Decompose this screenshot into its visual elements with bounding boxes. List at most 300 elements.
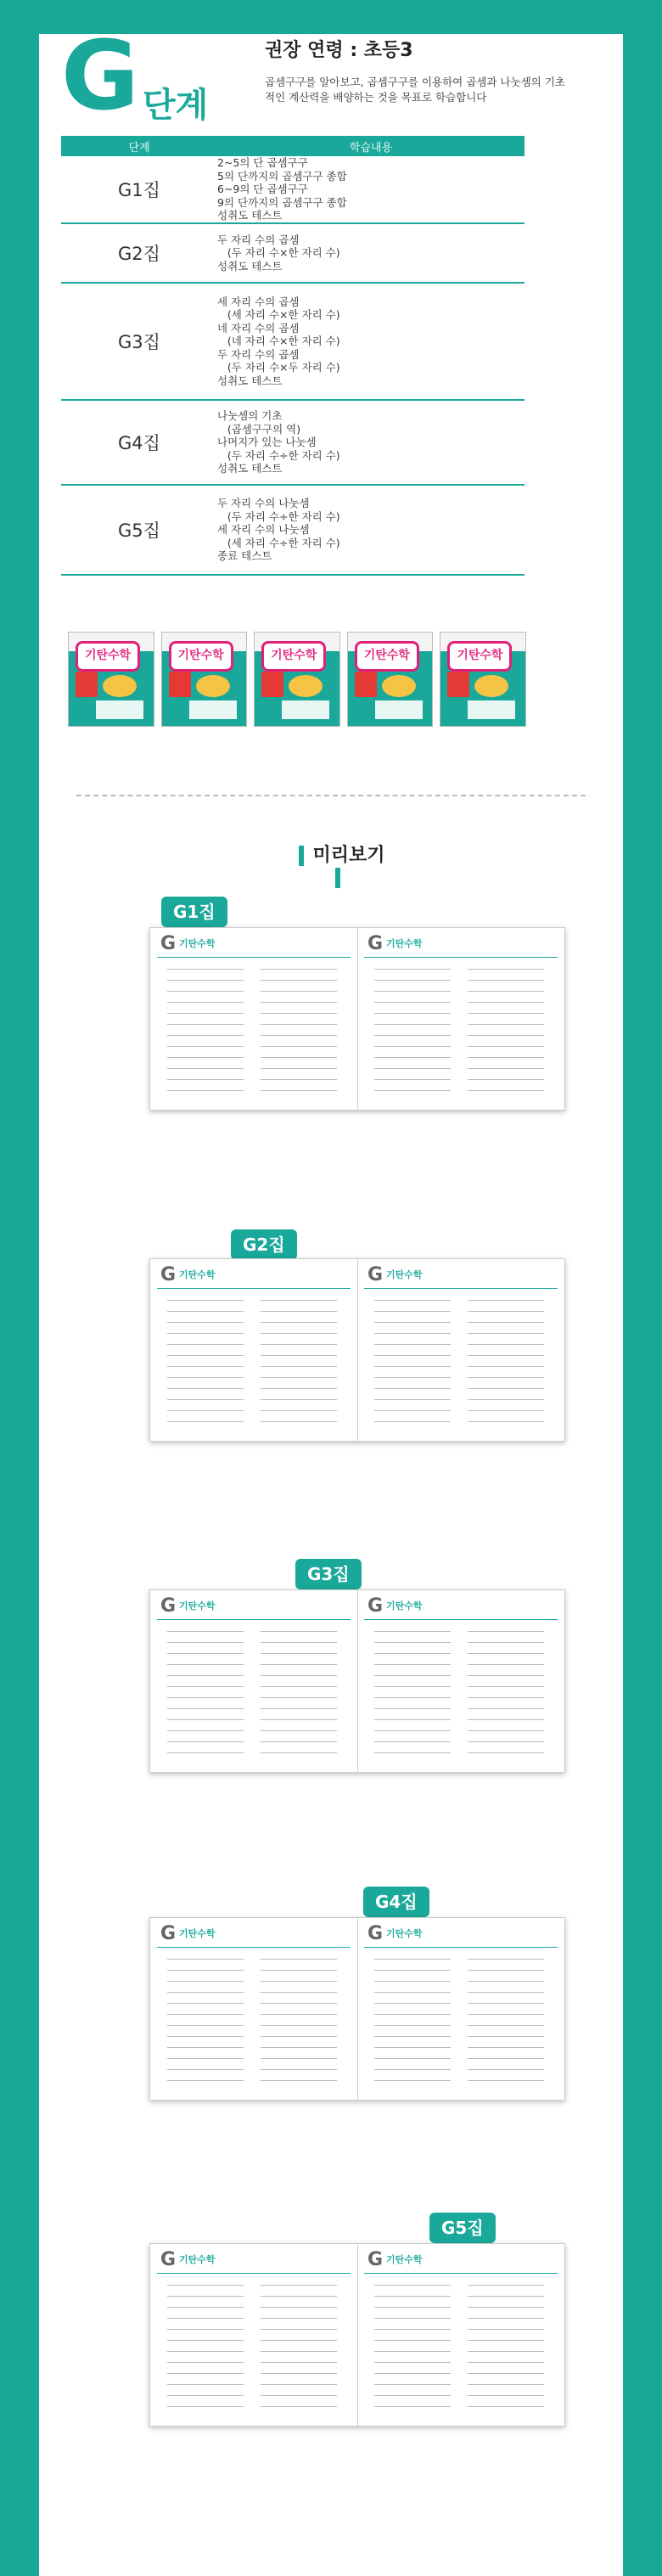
col-stage-header: 단계 — [128, 141, 150, 155]
exercise-line — [261, 1410, 337, 1411]
exercise-line — [374, 1741, 451, 1742]
exercise-line — [374, 1421, 451, 1422]
preview-page-spread — [149, 1917, 565, 2101]
exercise-line — [167, 2373, 244, 2374]
page-left-g: G — [160, 1264, 177, 1285]
exercise-line — [468, 1686, 544, 1687]
exercise-line — [167, 1708, 244, 1709]
exercise-line — [374, 2080, 451, 2081]
row-stage: G3집 — [118, 332, 160, 352]
exercise-line — [261, 1355, 337, 1356]
exercise-line — [468, 1046, 544, 1047]
exercise-line — [261, 1388, 337, 1389]
exercise-line — [374, 1399, 451, 1400]
table-row — [61, 224, 525, 284]
exercise-line — [261, 969, 337, 970]
exercise-line — [374, 1642, 451, 1643]
cover-illustration — [103, 675, 137, 697]
exercise-line — [468, 1752, 544, 1753]
exercise-line — [468, 1675, 544, 1676]
exercise-line — [468, 1970, 544, 1971]
page-right-g: G — [367, 933, 384, 954]
page-left-logo: 기탄수학 — [179, 1600, 216, 1611]
exercise-line — [374, 1322, 451, 1323]
stage-g-letter: G — [61, 21, 139, 132]
preview-page-spread — [149, 1258, 565, 1442]
preview-title-text: 미리보기 — [312, 845, 385, 866]
exercise-line — [374, 1410, 451, 1411]
exercise-line — [468, 2395, 544, 2396]
content-item: (곱셈구구의 역) — [217, 422, 301, 436]
exercise-line — [468, 2318, 544, 2319]
cover-title: 기탄수학 — [355, 641, 419, 672]
exercise-line — [167, 2285, 244, 2286]
title-bar-left — [299, 846, 304, 866]
exercise-line — [468, 2340, 544, 2341]
exercise-line — [468, 2025, 544, 2026]
page-divider — [357, 1918, 358, 2100]
exercise-line — [167, 2384, 244, 2385]
title-bar-right — [335, 868, 340, 888]
exercise-line — [261, 2362, 337, 2363]
content-item: 두 자리 수의 곱셈 — [217, 233, 300, 246]
row-content — [217, 404, 525, 481]
page-header-line — [364, 1288, 558, 1289]
exercise-line — [468, 1344, 544, 1345]
exercise-line — [374, 969, 451, 970]
exercise-line — [468, 1322, 544, 1323]
page-left-logo: 기탄수학 — [179, 938, 216, 949]
exercise-line — [261, 1311, 337, 1312]
page-left-g: G — [160, 933, 177, 954]
exercise-line — [261, 1421, 337, 1422]
exercise-line — [261, 1322, 337, 1323]
exercise-line — [374, 2406, 451, 2407]
exercise-line — [468, 2047, 544, 2048]
exercise-line — [261, 1631, 337, 1632]
exercise-line — [468, 1035, 544, 1036]
exercise-line — [374, 1697, 451, 1698]
exercise-line — [468, 1300, 544, 1301]
content-item: 9의 단까지의 곱셈구구 종합 — [217, 195, 347, 209]
preview-section-label: G2집 — [231, 1229, 297, 1260]
exercise-line — [167, 1344, 244, 1345]
preview-page-spread — [149, 1589, 565, 1773]
exercise-line — [374, 1730, 451, 1731]
page-right-logo: 기탄수학 — [386, 2254, 423, 2265]
exercise-line — [167, 1421, 244, 1422]
book-cover — [347, 632, 434, 727]
exercise-line — [167, 2318, 244, 2319]
page-left-g: G — [160, 1595, 177, 1617]
exercise-line — [261, 2318, 337, 2319]
exercise-line — [374, 2047, 451, 2048]
exercise-line — [374, 1057, 451, 1058]
exercise-line — [468, 2329, 544, 2330]
exercise-line — [167, 1399, 244, 1400]
page-right-g: G — [367, 2249, 384, 2270]
exercise-line — [261, 1377, 337, 1378]
exercise-line — [374, 1970, 451, 1971]
exercise-line — [468, 969, 544, 970]
content-item: (두 자리 수×두 자리 수) — [217, 361, 340, 374]
exercise-line — [261, 2047, 337, 2048]
book-covers — [68, 632, 526, 727]
exercise-line — [261, 1344, 337, 1345]
stage-dan-label: 단계 — [143, 86, 209, 125]
exercise-line — [468, 2003, 544, 2004]
exercise-line — [167, 2340, 244, 2341]
page-divider — [357, 2244, 358, 2426]
row-stage: G5집 — [118, 520, 160, 541]
page-left-logo: 기탄수학 — [179, 2254, 216, 2265]
content-item: 세 자리 수의 곱셈 — [217, 295, 300, 308]
exercise-line — [468, 2058, 544, 2059]
exercise-line — [167, 1741, 244, 1742]
exercise-line — [374, 1333, 451, 1334]
exercise-line — [167, 1002, 244, 1003]
exercise-line — [374, 2384, 451, 2385]
preview-section-label: G1집 — [161, 897, 227, 927]
exercise-line — [167, 2296, 244, 2297]
exercise-line — [374, 1366, 451, 1367]
exercise-line — [167, 2014, 244, 2015]
exercise-line — [261, 1959, 337, 1960]
exercise-line — [468, 2069, 544, 2070]
page-left-g: G — [160, 1923, 177, 1944]
exercise-line — [468, 1355, 544, 1356]
exercise-line — [374, 2014, 451, 2015]
exercise-line — [468, 1992, 544, 1993]
exercise-line — [468, 1399, 544, 1400]
exercise-line — [374, 2373, 451, 2374]
exercise-line — [468, 1653, 544, 1654]
exercise-line — [261, 1686, 337, 1687]
exercise-line — [167, 991, 244, 992]
page-header-line — [157, 1947, 351, 1948]
row-content — [217, 492, 525, 568]
exercise-line — [261, 2395, 337, 2396]
exercise-line — [374, 1719, 451, 1720]
exercise-line — [468, 1719, 544, 1720]
exercise-line — [374, 2329, 451, 2330]
exercise-line — [374, 2351, 451, 2352]
exercise-line — [374, 2058, 451, 2059]
row-content — [217, 290, 525, 393]
cover-info-box — [282, 700, 329, 719]
exercise-line — [261, 1741, 337, 1742]
content-item: 두 자리 수의 나눗셈 — [217, 497, 310, 510]
exercise-line — [261, 2384, 337, 2385]
content-item: 두 자리 수의 곱셈 — [217, 347, 300, 361]
exercise-line — [167, 1719, 244, 1720]
exercise-line — [468, 1708, 544, 1709]
page-right-logo: 기탄수학 — [386, 1269, 423, 1280]
exercise-line — [374, 1035, 451, 1036]
page-header-line — [157, 1619, 351, 1620]
cover-stage-badge — [261, 672, 283, 697]
dashed-divider — [76, 795, 586, 796]
exercise-line — [374, 2296, 451, 2297]
exercise-line — [261, 2080, 337, 2081]
row-content — [217, 228, 525, 278]
exercise-line — [374, 2362, 451, 2363]
page-header-line — [364, 957, 558, 958]
exercise-line — [468, 2384, 544, 2385]
exercise-line — [261, 1046, 337, 1047]
exercise-line — [468, 980, 544, 981]
cover-info-box — [96, 700, 143, 719]
content-item: (세 자리 수÷한 자리 수) — [217, 536, 340, 549]
page-header-line — [157, 2273, 351, 2274]
exercise-line — [261, 2406, 337, 2407]
page-left-g: G — [160, 2249, 177, 2270]
exercise-line — [468, 2307, 544, 2308]
exercise-line — [261, 1013, 337, 1014]
exercise-line — [261, 1090, 337, 1091]
col-content-header: 학습내용 — [349, 141, 393, 155]
cover-stage-badge — [355, 672, 377, 697]
book-cover — [440, 632, 526, 727]
exercise-line — [167, 980, 244, 981]
page-header-line — [364, 1619, 558, 1620]
page-right-g: G — [367, 1595, 384, 1617]
table-row — [61, 401, 525, 486]
exercise-line — [468, 2014, 544, 2015]
exercise-line — [468, 1366, 544, 1367]
exercise-line — [261, 1697, 337, 1698]
exercise-line — [374, 1068, 451, 1069]
exercise-line — [167, 1981, 244, 1982]
cover-stage-badge — [447, 672, 469, 697]
page-divider — [357, 1590, 358, 1772]
exercise-line — [468, 1664, 544, 1665]
exercise-line — [167, 2003, 244, 2004]
table-row — [61, 156, 525, 224]
exercise-line — [261, 1024, 337, 1025]
exercise-line — [261, 1992, 337, 1993]
exercise-line — [261, 2285, 337, 2286]
exercise-line — [261, 2373, 337, 2374]
exercise-line — [261, 1057, 337, 1058]
exercise-line — [167, 1631, 244, 1632]
exercise-line — [468, 1388, 544, 1389]
exercise-line — [468, 1981, 544, 1982]
exercise-line — [468, 2362, 544, 2363]
cover-stage-badge — [169, 672, 191, 697]
content-item: 2~5의 단 곱셈구구 — [217, 156, 308, 170]
exercise-line — [167, 1079, 244, 1080]
exercise-line — [261, 1035, 337, 1036]
content-item: 네 자리 수의 곱셈 — [217, 321, 300, 335]
cover-stage-badge — [76, 672, 98, 697]
row-content — [217, 151, 525, 228]
exercise-line — [167, 1013, 244, 1014]
exercise-line — [468, 2296, 544, 2297]
exercise-line — [374, 1981, 451, 1982]
exercise-line — [167, 1410, 244, 1411]
exercise-line — [468, 1959, 544, 1960]
exercise-line — [167, 1653, 244, 1654]
exercise-line — [261, 2036, 337, 2037]
exercise-line — [374, 1959, 451, 1960]
exercise-line — [468, 2036, 544, 2037]
exercise-line — [374, 2003, 451, 2004]
exercise-line — [468, 1377, 544, 1378]
exercise-line — [468, 1642, 544, 1643]
exercise-line — [167, 1752, 244, 1753]
exercise-line — [261, 1981, 337, 1982]
page-right-g: G — [367, 1264, 384, 1285]
exercise-line — [468, 1333, 544, 1334]
exercise-line — [374, 1024, 451, 1025]
exercise-line — [374, 1090, 451, 1091]
exercise-line — [167, 2329, 244, 2330]
exercise-line — [261, 1642, 337, 1643]
exercise-line — [167, 2047, 244, 2048]
exercise-line — [261, 2307, 337, 2308]
book-cover — [161, 632, 248, 727]
exercise-line — [167, 2395, 244, 2396]
exercise-line — [468, 1090, 544, 1091]
recommended-age: 권장 연령 : 초등3 — [265, 40, 413, 61]
exercise-line — [261, 1366, 337, 1367]
page-right-logo: 기탄수학 — [386, 938, 423, 949]
exercise-line — [374, 1079, 451, 1080]
exercise-line — [261, 1653, 337, 1654]
table-row — [61, 486, 525, 576]
exercise-line — [167, 969, 244, 970]
exercise-line — [261, 2058, 337, 2059]
exercise-line — [468, 2285, 544, 2286]
exercise-line — [374, 2395, 451, 2396]
page-right-logo: 기탄수학 — [386, 1600, 423, 1611]
exercise-line — [468, 2080, 544, 2081]
exercise-line — [261, 1719, 337, 1720]
row-stage: G4집 — [118, 433, 160, 453]
exercise-line — [167, 1035, 244, 1036]
content-item: (두 자리 수÷한 자리 수) — [217, 448, 340, 462]
content-item: (두 자리 수×한 자리 수) — [217, 246, 340, 260]
exercise-line — [261, 2025, 337, 2026]
exercise-line — [468, 2406, 544, 2407]
content-item: 종료 테스트 — [217, 549, 272, 563]
exercise-line — [468, 1068, 544, 1069]
content-item: 6~9의 단 곱셈구구 — [217, 183, 308, 196]
exercise-line — [261, 1068, 337, 1069]
page-divider — [357, 928, 358, 1110]
exercise-line — [167, 1322, 244, 1323]
exercise-line — [167, 1300, 244, 1301]
exercise-line — [374, 1355, 451, 1356]
exercise-line — [167, 2036, 244, 2037]
book-cover — [68, 632, 154, 727]
exercise-line — [374, 1388, 451, 1389]
exercise-line — [374, 1686, 451, 1687]
exercise-line — [167, 2025, 244, 2026]
exercise-line — [261, 1708, 337, 1709]
exercise-line — [261, 2014, 337, 2015]
exercise-line — [374, 1300, 451, 1301]
exercise-line — [374, 2069, 451, 2070]
exercise-line — [468, 1730, 544, 1731]
exercise-line — [167, 1388, 244, 1389]
exercise-line — [374, 2340, 451, 2341]
exercise-line — [167, 1959, 244, 1960]
content-item: 5의 단까지의 곱셈구구 종합 — [217, 169, 347, 183]
cover-info-box — [375, 700, 423, 719]
exercise-line — [167, 2080, 244, 2081]
exercise-line — [167, 1333, 244, 1334]
exercise-line — [261, 1675, 337, 1676]
exercise-line — [374, 1708, 451, 1709]
exercise-line — [468, 991, 544, 992]
exercise-line — [167, 1355, 244, 1356]
exercise-line — [374, 1653, 451, 1654]
preview-page-spread — [149, 2243, 565, 2427]
cover-illustration — [196, 675, 230, 697]
book-cover — [254, 632, 340, 727]
exercise-line — [261, 2296, 337, 2297]
exercise-line — [167, 1377, 244, 1378]
exercise-line — [167, 2362, 244, 2363]
exercise-line — [167, 1970, 244, 1971]
cover-title: 기탄수학 — [261, 641, 326, 672]
cover-illustration — [289, 675, 323, 697]
exercise-line — [261, 1079, 337, 1080]
page-header-line — [157, 957, 351, 958]
curriculum-table — [61, 136, 525, 576]
exercise-line — [374, 2318, 451, 2319]
exercise-line — [167, 1090, 244, 1091]
cover-info-box — [468, 700, 515, 719]
cover-illustration — [382, 675, 416, 697]
exercise-line — [261, 1300, 337, 1301]
exercise-line — [261, 1970, 337, 1971]
exercise-line — [167, 1024, 244, 1025]
exercise-line — [167, 1311, 244, 1312]
exercise-line — [167, 1642, 244, 1643]
exercise-line — [261, 991, 337, 992]
exercise-line — [468, 1410, 544, 1411]
table-row — [61, 284, 525, 401]
preview-section-label: G3집 — [295, 1559, 362, 1589]
exercise-line — [167, 1664, 244, 1665]
cover-title: 기탄수학 — [447, 641, 512, 672]
content-item: 성취도 테스트 — [217, 259, 283, 273]
exercise-line — [374, 1311, 451, 1312]
exercise-line — [167, 1697, 244, 1698]
exercise-line — [374, 2285, 451, 2286]
cover-illustration — [474, 675, 508, 697]
content-item: 성취도 테스트 — [217, 462, 283, 475]
exercise-line — [261, 2329, 337, 2330]
content-item: 세 자리 수의 나눗셈 — [217, 523, 310, 537]
exercise-line — [374, 1664, 451, 1665]
exercise-line — [261, 2003, 337, 2004]
page-left-logo: 기탄수학 — [179, 1928, 216, 1939]
page-right-logo: 기탄수학 — [386, 1928, 423, 1939]
exercise-line — [374, 1344, 451, 1345]
content-item: (두 자리 수÷한 자리 수) — [217, 509, 340, 523]
page-right-g: G — [367, 1923, 384, 1944]
exercise-line — [167, 1686, 244, 1687]
exercise-line — [468, 2351, 544, 2352]
cover-title: 기탄수학 — [76, 641, 140, 672]
cover-title: 기탄수학 — [169, 641, 233, 672]
page-divider — [357, 1259, 358, 1441]
exercise-line — [167, 2058, 244, 2059]
